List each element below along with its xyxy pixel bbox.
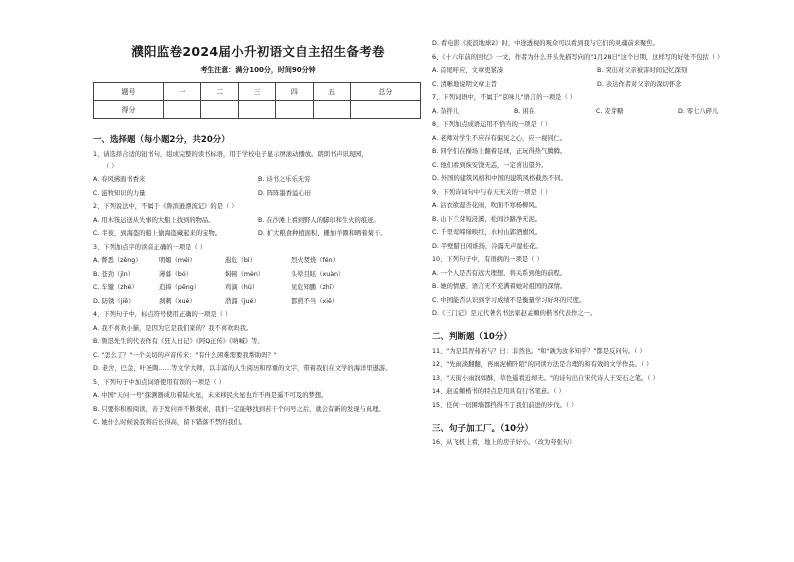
score-table [93, 82, 421, 119]
option: C. 清晰地说明文章主旨 [432, 80, 498, 88]
option: A. 用木筏运送从失事的大船上找到的物品。 [93, 216, 215, 224]
score-cell: 一 [164, 83, 201, 101]
question-text: 7、下列词语中，不属于"京味儿"语言的一项是（ ） [432, 94, 577, 101]
question-text: 4、下列句子中，标点符号使用正确的一项是（ ） [93, 311, 232, 318]
option: A. 春风拂面书香来 [93, 176, 146, 183]
option: C. 半夜，到海盗的船上偷海盗藏起来的宝物。 [93, 230, 222, 237]
option-row [93, 176, 423, 184]
option: A. 老师对学生不应存有偏见之心，应一视同仁。 [432, 134, 567, 142]
option: D. 老舍，巴金，叶圣陶……等文学大师，以丰富的人生阅历和厚重的文字，带着我们在文学的海洋里遨游。 [93, 365, 392, 372]
option: C. 他们看到恢安饶无恙，一定喜出望外。 [432, 161, 548, 169]
option: C. "怎么了？"一个关切的声音传来："有什么困难需要我帮助吗？" [93, 351, 277, 359]
right-column [432, 38, 782, 447]
score-input-cell[interactable] [276, 101, 313, 119]
option: 烈火焚烧（fén） [291, 257, 339, 264]
option: D. 表达作者对父亲的深切怀念 [597, 80, 682, 88]
option: 潜溜（jué） [225, 297, 260, 305]
question-text: 11、"为是其智弗若与？曰：非然也。"和"孰为汝多知乎？"都是反问句。（ ） [432, 347, 646, 355]
option: D.《三门记》是元代著名书法家赵孟頫的楷书代表作之一。 [432, 310, 597, 317]
option-row [93, 271, 423, 279]
question-text: 15、任何一切围墙都挡得不了我们前进的步伐。（ ） [432, 401, 578, 409]
score-cell: 五 [313, 83, 350, 101]
option: A. 沾衣欲湿杏花雨，吹面不寒杨柳风。 [432, 202, 541, 209]
exam-title: 濮阳监卷2024届小升初语文自主招生备考卷 [131, 44, 385, 59]
option: A. 我不喜欢小猫，是因为它是我们家的？我不喜欢吗我。 [93, 324, 253, 332]
question-text: 5、下列句子中加点词语使用有误的一项是（ ） [93, 378, 225, 386]
option: C. 滋牧知识的力量 [93, 189, 146, 197]
question-text: 10、下列句子中，有语病的一项是（ ） [432, 256, 543, 263]
option: C. 她什么时候说我将后长得高，留下错落不禁的我们。 [93, 419, 247, 426]
score-input-cell[interactable] [238, 101, 275, 119]
option: A. 瞥悉（zēng） [93, 257, 142, 264]
answer-blank: （ ） [103, 162, 118, 170]
option: 遐危（bì） [225, 257, 256, 264]
option: C. 麦芽糖 [596, 107, 624, 115]
option-row [93, 190, 423, 198]
question-text: 8、下列加点成语运用不恰当的一项是（ ） [432, 121, 552, 128]
option: 焖顿（mèn） [225, 270, 265, 278]
option: B. 苍劲（jìn） [93, 270, 135, 278]
score-cell: 二 [201, 83, 238, 101]
question-text: 6、《十六年前的回忆》一文，作者为什么开头先描写向的"1月28日"这个日期，这样写的好处不包括（ ） [432, 53, 724, 61]
score-input-cell[interactable] [350, 101, 420, 119]
option: D. 阵阵墨香溢心田 [258, 189, 311, 197]
section-heading: 二、判断题（10分） [432, 332, 512, 342]
option-row [93, 257, 423, 265]
option: C. 车辙（zhé） [93, 284, 138, 291]
option: A. 中国"天问一号"探测器成功着陆火星，未来移民火星也许不再是遥不可及的梦想。 [93, 392, 328, 399]
option: B. 突出对父亲被害时间记忆深刻 [597, 67, 688, 74]
score-input-cell[interactable] [201, 101, 238, 119]
option-row [93, 217, 423, 225]
score-row-label: 得分 [94, 101, 164, 119]
question-text: 12、"先雨淡翻翻，再雨泥横阡陌"的同读方法是合理的和有效的文学作品。（ ） [432, 361, 653, 368]
option: D. 外国的建筑风格和中国的建筑风格截然不同。 [432, 175, 567, 182]
exam-notice: 考生注意：满分100分，时间90分钟 [200, 66, 316, 74]
option: B. 只要你积极阅读，善于发问并不断探索，我们一定能够找到若干个问号之后，就会有新的发现与真理。 [93, 405, 385, 413]
score-table-header-row [94, 83, 421, 101]
score-table-score-row [94, 101, 421, 119]
score-cell: 三 [238, 83, 275, 101]
option: B. 她的情感、语言无不充满着她对祖国的深情。 [432, 283, 567, 290]
option: D. 零七八碎儿 [678, 107, 719, 115]
option: A. 一个人是否有远大理想，将关系到他的前程。 [432, 269, 567, 277]
score-cell: 四 [276, 83, 313, 101]
option: 明媚（méi） [159, 257, 196, 264]
option-row [93, 230, 423, 238]
score-cell: 题号 [94, 83, 164, 101]
option: B. 诗书之乐乐无穷 [258, 176, 311, 183]
option: 追捧（pěng） [159, 284, 201, 291]
question-text: 16、从飞机上看，地上的房子好小。（改为夸张句） [432, 439, 576, 446]
option: B. 闲在 [514, 107, 535, 115]
option: D. 看电影《流浪地球2》时，中途透视的观众可以看到我与它们的灵魂前来聚焦。 [432, 40, 659, 47]
option: D. 半壁腊日闲谁扬，冷露无声湿桂花。 [432, 242, 542, 250]
option: 见危知鹏（zhī） [291, 284, 338, 291]
option: 薄暮（bó） [159, 270, 193, 278]
question-text: 9、下列诗词句中与春天无关的一项是（ ） [432, 188, 552, 196]
option: 都煎不当（xiē） [291, 297, 339, 305]
option-row [432, 108, 782, 116]
score-input-cell[interactable] [313, 101, 350, 119]
option: 刹刺（xuè） [159, 297, 196, 305]
option: A. 首尾呼应，文章更紧凑 [432, 67, 504, 74]
score-cell: 总分 [350, 83, 420, 101]
score-input-cell[interactable] [164, 101, 201, 119]
option: D. 扩大粮食种植面积，栅加羊圈和晒着菊干。 [258, 230, 387, 237]
question-text: 1、请选择合适的钮书句，组成完整的读书标语，用于学校电子显示屏滚动播放。朗朗书声讯现园， [93, 150, 368, 158]
option-row [93, 284, 423, 292]
option: B. 山下兰芽短浸溪，松间沙路净无泥。 [432, 215, 542, 223]
question-text: 13、"天街小雨润如酥，草色遥看近却无。"的诗句出自宋代诗人王安石之笔。（ ） [432, 374, 659, 382]
left-column [93, 38, 423, 427]
question-text: 2、下列说法中，不属于《鲁滨逊漂流记》的是（ ） [93, 203, 238, 210]
option-row [432, 67, 782, 75]
section-heading: 三、句子加工厂。（10分） [432, 423, 534, 434]
option: 鸡滴（hù） [225, 284, 259, 291]
option: A. 杂拌儿 [432, 107, 460, 115]
option-row [93, 298, 423, 306]
question-text: 3、下列加点字的读音正确的一项是（ ） [93, 243, 207, 251]
section-heading: 一、选择题（每小题2分，共20分） [93, 135, 230, 145]
option: B. 在沙滩上看到野人的脚印和生火的痕迹。 [258, 216, 380, 224]
option: C. 中国能否认识到学习成绩不是衡量学习好坏的尺度。 [432, 296, 586, 304]
option: B. 同学们在操场上翻着足球，正玩得热气腾腾。 [432, 148, 567, 155]
question-text: 14、赵孟頫楷书的特点是用具有行书笔意。（ ） [432, 388, 565, 395]
option: D. 防锈（jiē） [93, 297, 135, 305]
option: 头晕目眩（xuàn） [291, 270, 345, 278]
option-row [432, 81, 782, 89]
option: C. 千里莺啼绿映红，水村山郭酒旗风。 [432, 229, 542, 236]
option: B. 鲁迅先生的代表作有《狂人日记》《阿Q正传》《呐喊》等。 [93, 338, 264, 345]
